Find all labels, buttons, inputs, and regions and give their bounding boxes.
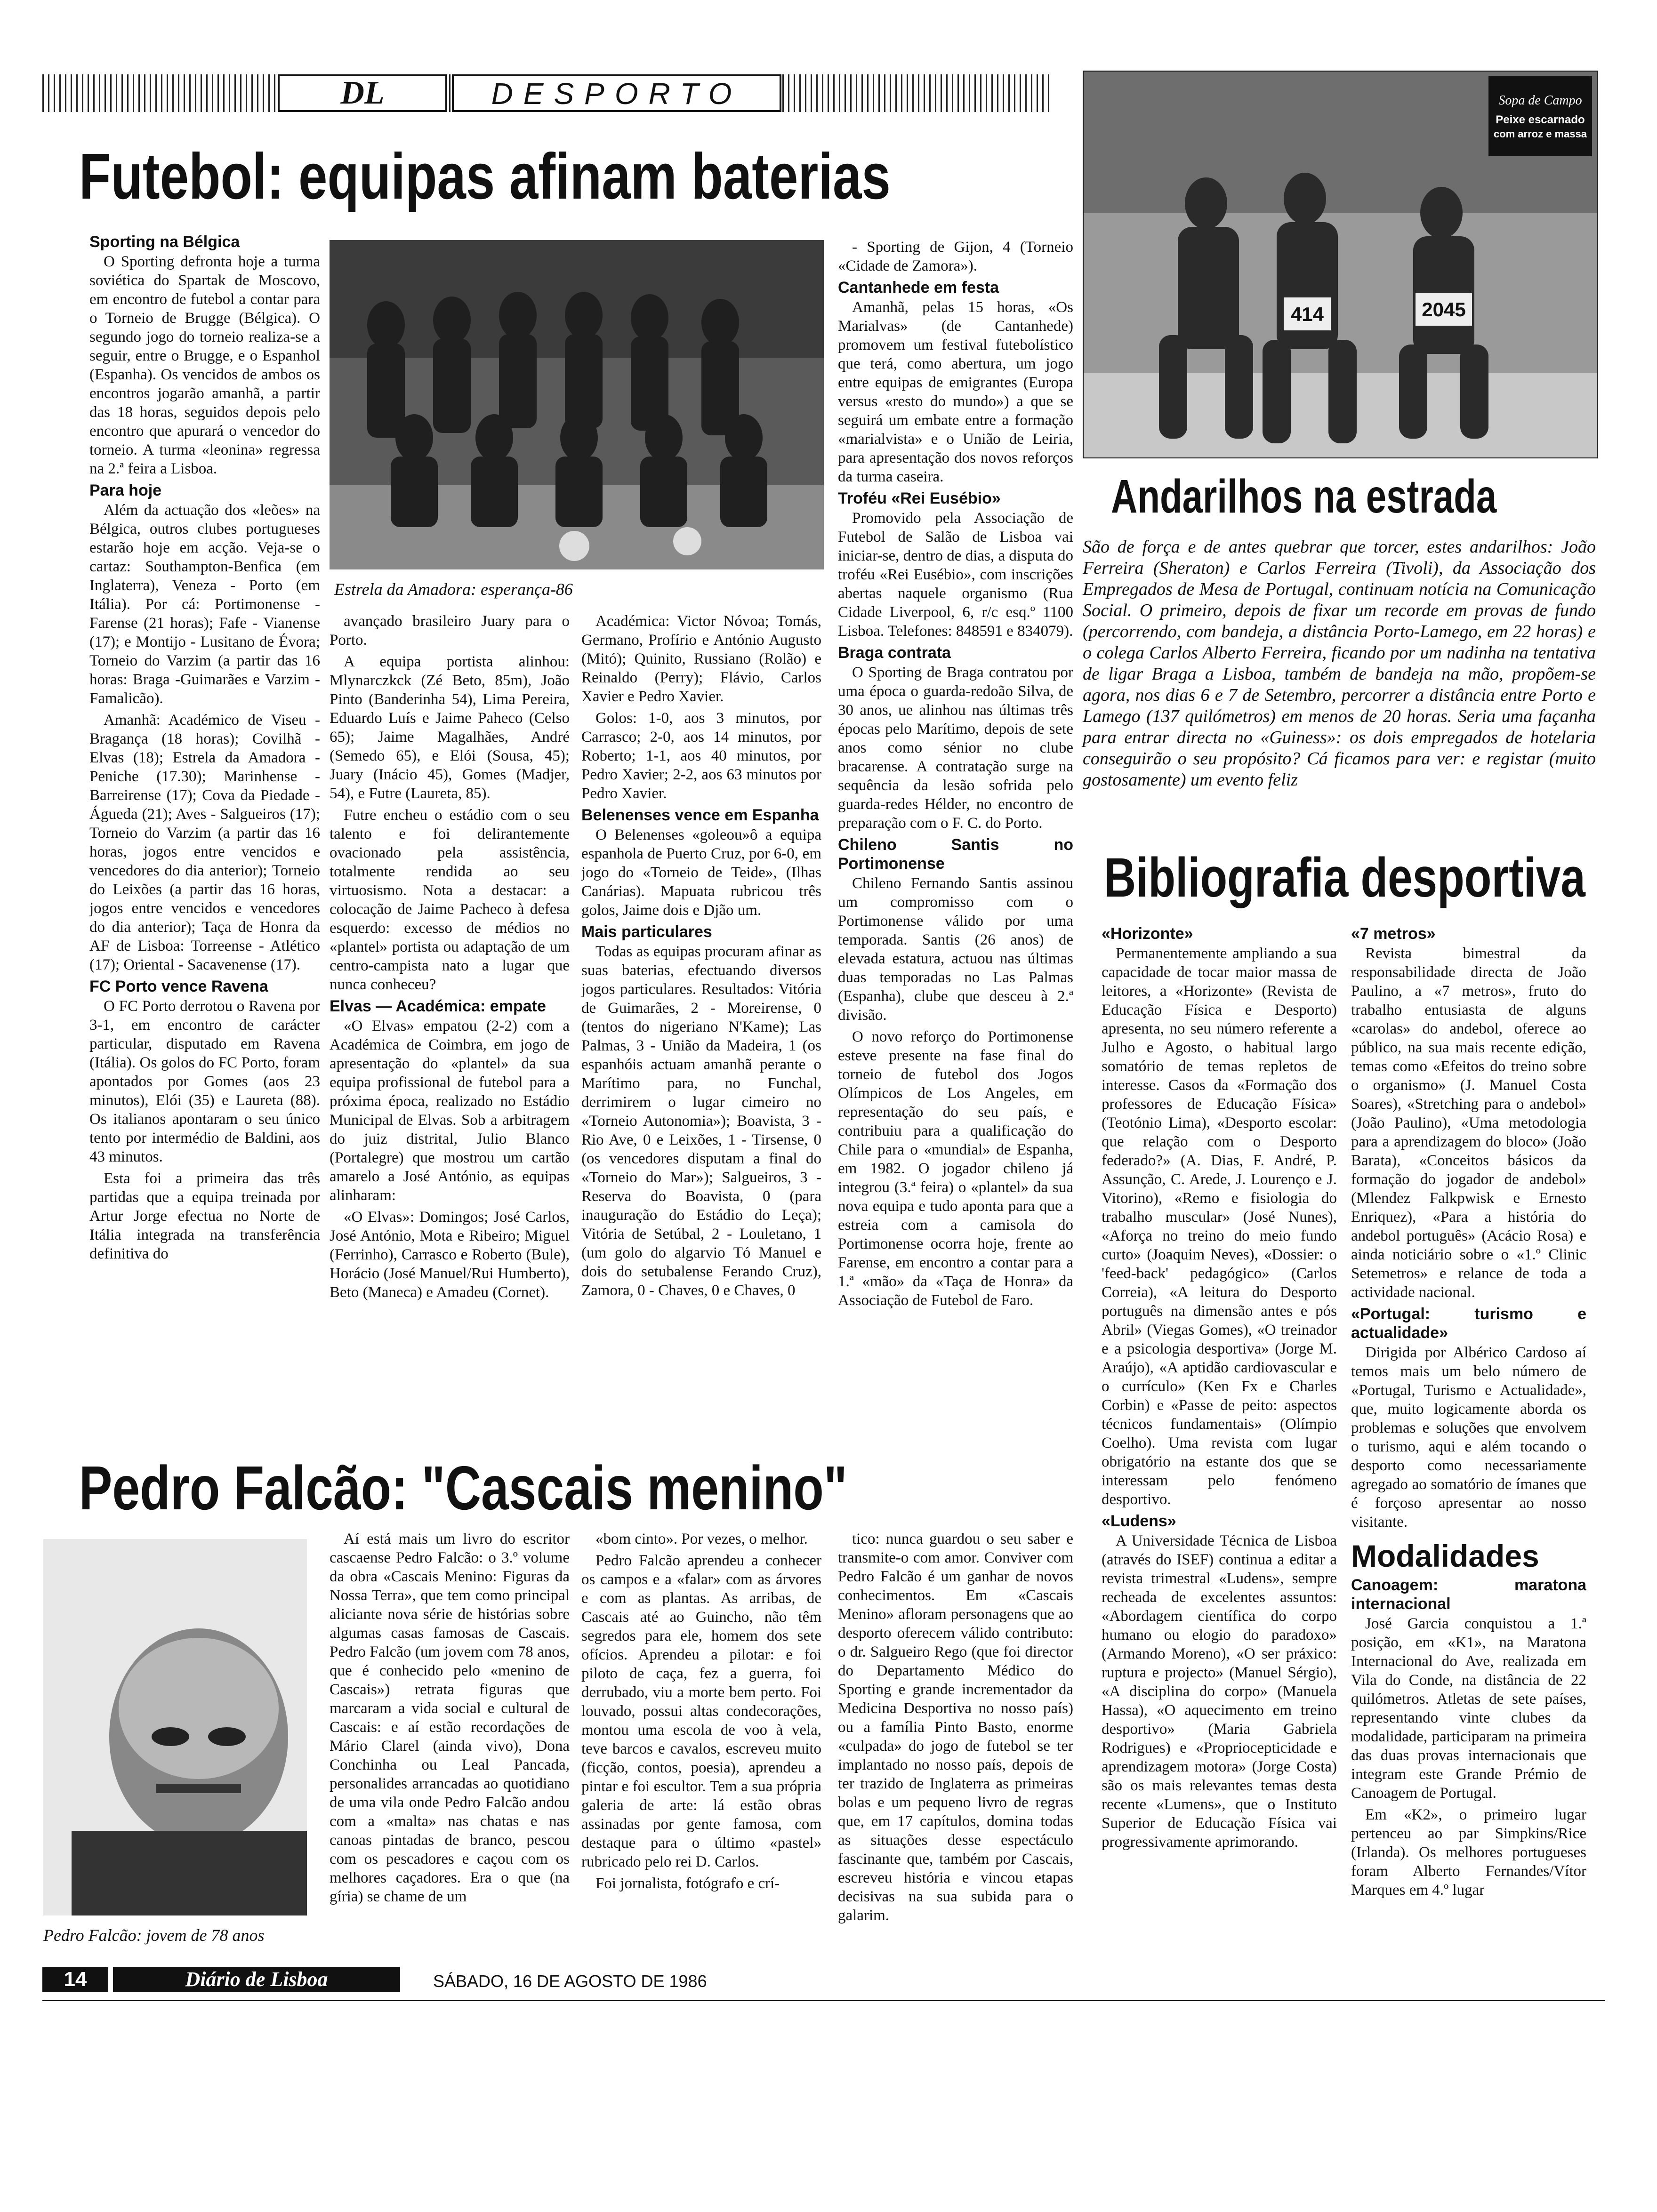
subhead: Canoagem: maratona internacional — [1351, 1576, 1586, 1613]
subhead: Belenenses vence em Espanha — [581, 806, 819, 824]
subhead: Troféu «Rei Eusébio» — [838, 489, 1001, 507]
issue-date: SÁBADO, 16 DE AGOSTO DE 1986 — [433, 1972, 707, 1991]
paragraph: José Garcia conquistou a 1.ª posição, em «K1», na Maratona Internacional do Ave, realizada em Vila do Conde, na distância de 22 quilómetros. Atletas de sete países, representando vinte clubes da modalidade, participaram na primeira das duas provas internacionais que integram este Grande Prémio de Canoagem de Portugal. — [1351, 1615, 1586, 1802]
page-number: 14 — [42, 1967, 108, 1992]
paragraph: Chileno Fernando Santis assinou um compromisso com o Portimonense válido por uma temporada. Santis (26 anos) de elevada estatura, actuou nas últimas duas temporadas no Las Palmas (Espanha), clube que desceu à 2.ª divisão. — [838, 875, 1073, 1024]
paragraph: «O Elvas»: Domingos; José Carlos, José António, Mota e Ribeiro; Miguel (Ferrinho), Carrasco e Roberto (Bule), Horácio (José Manuel/Rui Humberto), Beto (Maneca) e Amadeu (Cornet). — [330, 1209, 570, 1301]
subhead: «7 metros» — [1351, 925, 1436, 943]
paragraph: O Sporting defronta hoje a turma soviética do Spartak de Moscovo, em encontro de futebol a contar para o Torneio de Brugge (Bélgica). O segundo jogo do torneio realiza-se a seguir, entre o Brugge, e o Espanhol (Espanha). Os vencidos de ambos os encontros jogarão amanhã, a partir das 18 horas, seguidos depois pelo encontro que apurará o vencedor do torneio. A turma «leonina» regressa na 2.ª feira a Lisboa. — [89, 253, 320, 477]
paragraph: Revista bimestral da responsabilidade directa de João Paulino, a «7 metros», fruto do trabalho entusiasta de alguns «carolas» do andebol, oferece ao público, na sua mais recente edição, temas como «Efeitos do treino sobre o organismo» (J. Manuel Costa Soares), «Stretching para o andebol» (João Paulino), «Uma metodologia para a aprendizagem do bloco» (João Barata), «Conceitos básicos da formação do jogador de andebol» (Mlendez Falkpwisk e Ernesto Enriquez), «Para a história do andebol português» (Acácio Rosa) e ainda noticiário sobre o «1.º Clinic Setemetros» e relance de toda a actividade nacional. — [1351, 945, 1586, 1301]
paragraph: O FC Porto derrotou o Ravena por 3-1, em encontro de carácter particular, disputado em Ravena (Itália). Os golos do FC Porto, foram apontados por Gomes (aos 23 minutos), Elói (35) e Laureta (88). Os italianos apontaram o seu único tento por intermédio de Baldini, aos 43 minutos. — [89, 998, 320, 1165]
paragraph: Amanhã: Académico de Viseu - Bragança (18 horas); Covilhã - Elvas (18); Estrela da Amadora - Peniche (17.30); Marinhense - Barreirense (17); Cova da Piedade - Águeda (21); Aves - Salgueiros (17); Torneio do Varzim (a partir das 16 horas, jogos entre vencidos e vencedores do dia anterior); Torneio do Leixões (a partir das 16 horas, jogos entre vencidos e vencedores do dia anterior); Taça de Honra da AF de Lisboa: Torreense - Atlético (17); Oriental - Sacavenense (17). — [89, 712, 320, 973]
paragraph: Amanhã, pelas 15 horas, «Os Marialvas» (de Cantanhede) promovem um festival futebolístico que terá, como abertura, um jogo entre equipas de emigrantes (Europa versus «resto do mundo») a que se seguirá um embate entre a formação «marialvista» e o União de Leiria, para apresentação dos novos reforços da turma caseira. — [838, 299, 1073, 485]
subhead: Chileno Santis no Portimonense — [838, 836, 1073, 873]
paragraph: Foi jornalista, fotógrafo e crí- — [595, 1875, 780, 1892]
paragraph: Futre encheu o estádio com o seu talento e foi delirantemente ovacionado pela assistência, totalmente rendida ao seu virtuosismo. Nota a destacar: a colocação de Jaime Pacheco à defesa esquerdo: excesso de médios no «plantel» portista ou adaptação de um centro-campista nato a lugar que nunca conheceu? — [330, 807, 570, 993]
paragraph: Académica: Victor Nóvoa; Tomás, Germano, Profírio e António Augusto (Mitó); Quinito, Russiano (Rolão) e Reinaldo (Perry); Flávio, Carlos Xavier e Pedro Xavier. — [581, 613, 821, 705]
subhead: «Horizonte» — [1102, 925, 1193, 943]
falcao-headline: Pedro Falcão: "Cascais menino" — [79, 1453, 847, 1523]
paragraph: A equipa portista alinhou: Mlynarczkck (Zé Beto, 85m), João Pinto (Banderinha 54), Lima Pereira, Eduardo Luís e Jaime Paheco (Celso 65); Jaime Magalhães, André (Semedo 65), e Elói (Sousa, 45); Juary (Inácio 45), Gomes (Madjer, 54), e Futre (Laureta, 85). — [330, 653, 570, 802]
paragraph: Todas as equipas procuram afinar as suas baterias, efectuando diversos jogos particulares. Resultados: Vitória de Guimarães, 2 - Moreirense, 0 (tentos do nigeriano N'Kame); Las Palmas, 3 - União da Madeira, 1 (os espanhóis actuam amanhã perante o Marítimo para, no Funchal, derrimirem o lugar cimeiro no «Torneio Autonomia»); Boavista, 3 - Rio Ave, 0 e Leixões, 1 - Tirsense, 0 (os vencedores disputam a final do «Torneio do Mar»); Salgueiros, 3 - Reserva do Boavista, 0 (para inauguração do Estádio do Leça); Vitória de Setúbal, 2 - Louletano, 1 (um golo do algarvio Tó Manuel e dois do setubalense Ferando Cruz), Zamora, 0 - Chaves, 0 e Chaves, 0 — [581, 943, 821, 1299]
paragraph: Pedro Falcão aprendeu a conhecer os campos e a «falar» com as árvores e com as plantas. As arribas, de Cascais até ao Guincho, não têm segredos para ele, homem dos sete ofícios. Aprendeu a pilotar: e foi piloto de caça, fez a guerra, foi derrubado, viu a morte bem perto. Foi louvado, possui altas condecorações, montou uma escola de voo à vela, teve barcos e cavalos, escreveu muito (ficção, contos, poesia), aprendeu a pintar e foi escultor. Tem a sua própria galeria de arte: lá estão obras assinadas por gente famosa, com destaque para o último «pastel» rubricado pelo rei D. Carlos. — [581, 1552, 821, 1870]
section-title: DESPORTO — [452, 74, 781, 112]
subhead: Mais particulares — [581, 923, 712, 941]
falcao-caption: Pedro Falcão: jovem de 78 anos — [43, 1926, 265, 1945]
paragraph: Golos: 1-0, aos 3 minutos, por Carrasco; 2-0, aos 14 minutos, por Roberto; 1-1, aos 40 minutos, por Pedro Xavier; 2-2, aos 63 minutos por Pedro Xavier. — [581, 710, 821, 802]
svg-text:com arroz e massa: com arroz e massa — [1493, 128, 1587, 140]
paragraph: O Sporting de Braga contratou por uma época o guarda-redoão Silva, de 30 anos, ue alinhou nas últimas três épocas pelo Marítimo, depois de sete anos como sénior no clube bracarense. A contratação surge na sequência da lesão sofrida pelo guarda-redes Hélder, no encontro de preparação com o F. C. do Porto. — [838, 664, 1073, 832]
paragraph: «bom cinto». Por vezes, o melhor. — [595, 1531, 808, 1547]
svg-text:Peixe escarnado: Peixe escarnado — [1496, 113, 1585, 126]
masthead: Diário de Lisboa — [113, 1967, 400, 1992]
paragraph: «O Elvas» empatou (2-2) com a Académica de Coimbra, em jogo de apresentação do «plantel» da sua equipa profissional de futebol para a próxima época, realizado no Estádio Municipal de Elvas. Sob a arbitragem do juiz distrital, Julio Blanco (Portalegre) que mostrou um cartão amarelo a José António, as equipas alinharam: — [330, 1018, 570, 1204]
main-column-3 — [581, 612, 821, 1445]
runners-lede: São de força e de antes quebrar que torcer, estes andarilhos: João Ferreira (Sheraton) e Carlos Ferreira (Tivoli), da Associação dos Empregados de Mesa de Portugal, continuam notícia na Comunicação Social. O primeiro, depois de fixar um recorde em provas de fundo (percorrendo, com bandeja, a distância Porto-Lamego, em 22 horas) e o colega Carlos Alberto Ferreira, ficando por um nadinha na tentativa de ligar Braga a Lisboa, também de bandeja na mão, propõem-se agora, nos dias 6 e 7 de Setembro, percorrer a distância entre Porto e Lamego (137 quilómetros) em menos de 20 horas. Seria uma façanha para entrar directa no «Guiness»: os dois empregados de hotelaria conseguirão o seu propósito? Cá ficamos para ver: e registar (muito gostosamente) um evento feliz — [1083, 537, 1596, 790]
team-photo-image — [330, 240, 824, 569]
paragraph: A Universidade Técnica de Lisboa (através do ISEF) continua a editar a revista trimestral «Ludens», sempre recheada de excelentes assuntos: «Abordagem científica do corpo humano ou elogio do paradoxo» (Armando Moreno), «O ser práxico: ruptura e projecto» (Manuel Sérgio), «A disciplina do corpo» (Manuela Hassa), «O aquecimento em treino desportivo» (Maria Gabriela Rodrigues) e «Propriocepticidade e aprendizagem motora» (Jorge Costa) são os mais relevantes temas desta recente «Lumens», que o Instituto Superior de Educação Física vai progressivamente aprimorando. — [1102, 1532, 1337, 1851]
paragraph: Em «K2», o primeiro lugar pertenceu ao par Simpkins/Rice (Irlanda). Os melhores portugueses foram Alberto Fernandes/Vítor Marques em 4.º lugar — [1351, 1806, 1586, 1899]
biblio-column-2 — [1351, 922, 1586, 2010]
svg-text:414: 414 — [1290, 303, 1324, 325]
paragraph: - Sporting de Gijon, 4 (Torneio «Cidade de Zamora»). — [838, 239, 1073, 274]
falcao-column-3 — [838, 1530, 1073, 1963]
paragraph: O novo reforço do Portimonense esteve presente na fase final do torneio de futebol dos Jogos Olímpicos de Los Angeles, em representação do seu país, e contribuiu para a qualificação do Chile para o «mundial» de Espanha, em 1982. O jogador chileno já integrou (3.ª feira) o «plantel» da sua nova equipa e tudo aponta para que a estreia com a camisola do Portimonense ocorra hoje, frente ao Farense, em encontro a contar para a 1.ª «mão» da «Taça de Honra» da Associação de Futebol de Faro. — [838, 1028, 1073, 1309]
main-headline: Futebol: equipas afinam baterias — [79, 140, 891, 213]
footer-rule — [42, 2000, 1605, 2001]
runners-headline: Andarilhos na estrada — [1111, 470, 1497, 523]
subhead: Elvas — Académica: empate — [330, 997, 546, 1015]
subhead: «Ludens» — [1102, 1512, 1176, 1530]
logo-box: DL — [278, 74, 447, 112]
paragraph: Permanentemente ampliando a sua capacidade de tocar maior massa de leitores, a «Horizonte» (Revista de Educação Física e Desporto) apresenta, no seu número referente a Julho e Agosto, o habitual largo somatório de temas repletos de interesse. Casos da «Formação dos professores de Educação Física» (Teotónio Lima), «Desporto escolar: que relação com o Desporto federado?» (A. Dias, F. André, P. Assunção, C. Arede, J. Lourenço e J. Vitorino), «Remo e fisiologia do trabalho muscular» (José Nunes), «Aforça no treino do meio fundo curto» (Joaquim Neves), «Dossier: o 'feed-back' pedagógico» (Carlos Correia), «A leitura do Desporto português na dimensão antes e pós Abril» (Viegas Gomes), «O treinador e a psicologia desportiva» (Jorge M. Araújo), «A aptidão cardiovascular e o currículo» (Ken Fx e Charles Corbin) e «Passe de peito: aspectos técnicos fundamentais» (Olímpio Coelho). Uma revista com lugar obrigatório na estante dos que se interessam pelo fenómeno desportivo. — [1102, 945, 1337, 1508]
paragraph: tico: nunca guardou o seu saber e transmite-o com amor. Conviver com Pedro Falcão é um ganhar de novos conhecimentos. Em «Cascais Menino» afloram personagens que ao desporto oferecem válido contributo: o dr. Salgueiro Rego (que foi director do Departamento Médico do Sporting e grande incrementador da Medicina Desportiva no nosso país) ou a família Pinto Basto, enorme «culpada» do jogo de futebol se ter implantado no nosso país, depois de ter trazido de Inglaterra as primeiras bolas e um pequeno livro de regras que, em 17 capítulos, domina todas as situações desse espectáculo fascinante que, também por Cascais, escreveu história e vincou etapas decisivas na sua subida para o galarim. — [838, 1531, 1073, 1924]
paragraph: avançado brasileiro Juary para o Porto. — [330, 613, 570, 649]
main-column-1 — [89, 231, 320, 1384]
runners-photo-image — [1084, 72, 1597, 457]
paragraph: O Belenenses «goleou»ô a equipa espanhola de Puerto Cruz, por 6-0, em jogo do «Torneio de Teide», (Ilhas Canárias). Mapuata rubricou três golos, Jaime dois e Djão um. — [581, 826, 821, 919]
main-column-2 — [330, 612, 570, 1445]
subhead: FC Porto vence Ravena — [89, 978, 268, 995]
paragraph: Além da actuação dos «leões» na Bélgica, outros clubes portugueses estarão hoje em acção. Veja-se o cartaz: Southampton-Benfica (em Inglaterra), Veneza - Porto (em Itália). Por cá: Portimonense -Farense (21 horas); Fafe - Vianense (17); e Montijo - Lusitano de Évora; Torneio do Varzim (a partir das 16 horas: Braga -Guimarães e Varzim - Famalicão). — [89, 502, 320, 707]
paragraph: Esta foi a primeira das três partidas que a equipa treinada por Artur Jorge efectua no Norte de Itália integrada na transferência definitiva do — [89, 1170, 320, 1262]
main-column-4 — [838, 238, 1073, 1443]
runners-photo — [1083, 71, 1598, 458]
paragraph: Aí está mais um livro do escritor cascaense Pedro Falcão: o 3.º volume da obra «Cascais Menino: Figuras da Nossa Terra», que tem como principal aliciante nova série de histórias sobre algumas casas famosas de Cascais. Pedro Falcão (um jovem com 78 anos, que é conhecido pelo «menino de Cascais») retrata figuras que marcaram a vida social e cultural de Cascais: e aí estão recordações de Mário Clarel (ainda vivo), Dona Conchinha ou Leal Pancada, personalides arrancadas ao quotidiano de uma vila onde Pedro Falcão andou com a «malta» nas chatas e nas canoas pintadas de branco, pescou com os pescadores e caçou com os melhores caçadores. Era o que (na gíria) se chame de um — [330, 1531, 570, 1905]
subhead: Cantanhede em festa — [838, 279, 999, 297]
falcao-column-2 — [581, 1530, 821, 1963]
falcao-column-1 — [330, 1530, 570, 1963]
svg-text:Sopa de Campo: Sopa de Campo — [1498, 93, 1582, 108]
subhead: Braga contrata — [838, 644, 951, 662]
team-photo-caption: Estrela da Amadora: esperança-86 — [334, 580, 573, 599]
subhead: Sporting na Bélgica — [89, 233, 240, 251]
svg-text:2045: 2045 — [1422, 298, 1466, 321]
falcao-portrait-image — [43, 1539, 307, 1915]
paragraph: Promovido pela Associação de Futebol de Salão de Lisboa vai iniciar-se, dentro de dias, a disputa do troféu «Rei Eusébio», com inscrições abertas naquele organismo (Rua Cidade Liverpool, 6, r/c esq.º 1100 Lisboa. Telefones: 848591 e 834079). — [838, 510, 1073, 640]
section-heading: Modalidades — [1351, 1539, 1539, 1573]
subhead: Para hoje — [89, 481, 162, 499]
falcao-portrait — [43, 1539, 307, 1915]
biblio-column-1 — [1102, 922, 1337, 2010]
biblio-headline: Bibliografia desportiva — [1104, 847, 1585, 909]
team-photo — [330, 240, 824, 569]
paragraph: Dirigida por Albérico Cardoso aí temos mais um belo número de «Portugal, Turismo e Actualidade», que, muito logicamente aborda os problemas e soluções que envolvem o turismo, aqui e além tocando o desporto como necessariamente agregado ao somatório de ímanes que é forçoso apresentar ao nosso visitante. — [1351, 1344, 1586, 1531]
subhead: «Portugal: turismo e actualidade» — [1351, 1305, 1586, 1342]
